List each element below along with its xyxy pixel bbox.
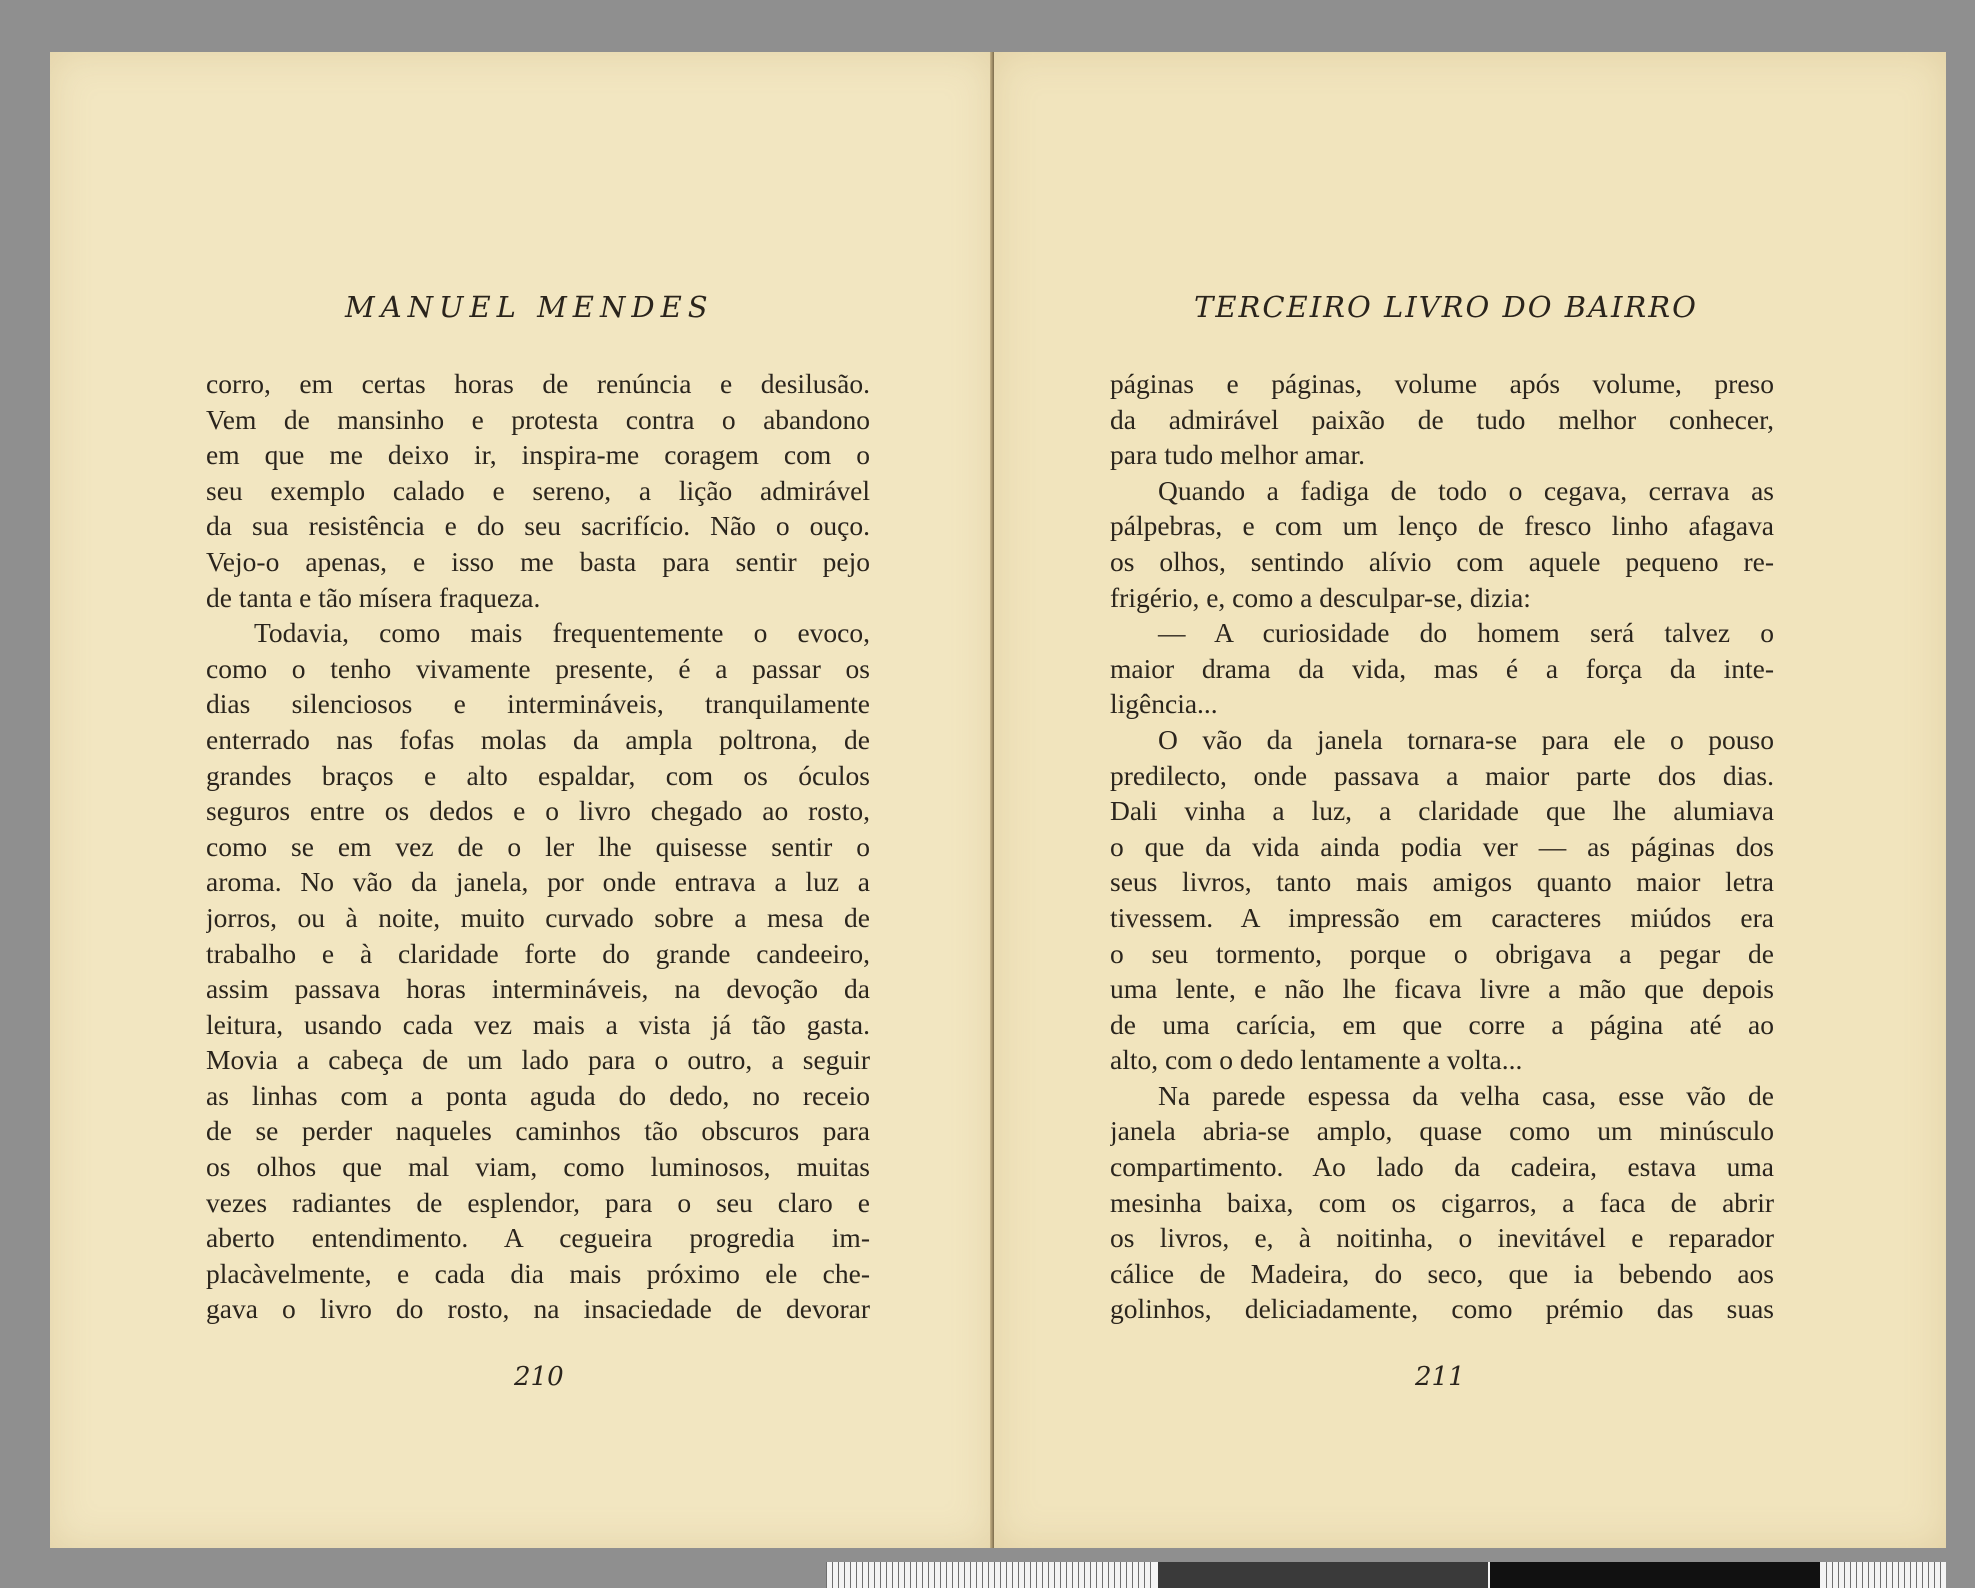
text-line: pálpebras, e com um lenço de fresco linho afagava	[1110, 510, 1774, 542]
text-line: Dali vinha a luz, a claridade que lhe alumiava	[1110, 795, 1774, 827]
text-line: páginas e páginas, volume após volume, preso	[1110, 368, 1774, 399]
text-line: de se perder naqueles caminhos tão obscuros para	[206, 1115, 870, 1147]
left-running-head: MANUEL MENDES	[345, 290, 714, 324]
right-page	[994, 52, 1946, 1548]
left-page-number: 210	[514, 1362, 564, 1392]
ruler-ticks	[826, 1562, 1156, 1588]
text-line: cálice de Madeira, do seco, que ia bebendo aos	[1110, 1257, 1774, 1289]
right-page-number: 211	[1415, 1362, 1465, 1392]
text-line: aroma. No vão da janela, por onde entrava a luz a	[206, 866, 870, 898]
text-line: seguros entre os dedos e o livro chegado ao rosto,	[206, 795, 870, 827]
text-line: compartimento. Ao lado da cadeira, estava uma	[1110, 1151, 1774, 1183]
left-page	[50, 52, 994, 1548]
text-line: Movia a cabeça de um lado para o outro, a seguir	[206, 1044, 870, 1076]
text-line: grandes braços e alto espaldar, com os óculos	[206, 759, 870, 791]
text-line: uma lente, e não lhe ficava livre a mão que depois	[1110, 973, 1774, 1005]
text-line: em que me deixo ir, inspira-me coragem com o	[206, 439, 870, 471]
text-line: de uma carícia, em que corre a página até ao	[1110, 1008, 1774, 1040]
text-line: enterrado nas fofas molas da ampla poltrona, de	[206, 723, 870, 755]
text-line: — A curiosidade do homem será talvez o	[1158, 617, 1774, 649]
text-line: Todavia, como mais frequentemente o evoco,	[254, 617, 870, 649]
text-line: seus livros, tanto mais amigos quanto maior letra	[1110, 866, 1774, 898]
text-line: O vão da janela tornara-se para ele o pouso	[1158, 723, 1774, 755]
text-line: leitura, usando cada vez mais a vista já tão gasta.	[206, 1008, 870, 1040]
text-line: frigério, e, como a desculpar-se, dizia:	[1110, 581, 1531, 613]
ruler-gray-patch	[1158, 1562, 1488, 1588]
left-text-block	[206, 366, 870, 1327]
text-line: aberto entendimento. A cegueira progredia im-	[206, 1222, 870, 1254]
right-running-head: TERCEIRO LIVRO DO BAIRRO	[1194, 290, 1698, 324]
text-line: da sua resistência e do seu sacrifício. Não o ouço.	[206, 510, 870, 542]
text-line: Vem de mansinho e protesta contra o abandono	[206, 403, 870, 435]
text-line: mesinha baixa, com os cigarros, a faca de abrir	[1110, 1186, 1774, 1218]
text-line: corro, em certas horas de renúncia e desilusão.	[206, 368, 870, 399]
right-text-block	[1110, 366, 1774, 1327]
text-line: dias silenciosos e intermináveis, tranquilamente	[206, 688, 870, 720]
text-line: como o tenho vivamente presente, é a passar os	[206, 652, 870, 684]
text-line: tivessem. A impressão em caracteres miúdos era	[1110, 901, 1774, 933]
text-line: da admirável paixão de tudo melhor conhecer,	[1110, 403, 1774, 435]
text-line: placàvelmente, e cada dia mais próximo ele che-	[206, 1257, 870, 1289]
text-line: maior drama da vida, mas é a força da inte-	[1110, 652, 1774, 684]
ruler-black-patch	[1490, 1562, 1820, 1588]
text-line: os olhos, sentindo alívio com aquele pequeno re-	[1110, 545, 1774, 577]
color-calibration-ruler	[826, 1562, 1946, 1588]
text-line: de tanta e tão mísera fraqueza.	[206, 581, 541, 613]
text-line: os olhos que mal viam, como luminosos, muitas	[206, 1151, 870, 1183]
text-line: predilecto, onde passava a maior parte dos dias.	[1110, 759, 1774, 791]
text-line: janela abria-se amplo, quase como um minúsculo	[1110, 1115, 1774, 1147]
text-line: o seu tormento, porque o obrigava a pegar de	[1110, 937, 1774, 969]
text-line: como se em vez de o ler lhe quisesse sentir o	[206, 830, 870, 862]
text-line: trabalho e à claridade forte do grande candeeiro,	[206, 937, 870, 969]
text-line: seu exemplo calado e sereno, a lição admirável	[206, 474, 870, 506]
text-line: os livros, e, à noitinha, o inevitável e reparador	[1110, 1222, 1774, 1254]
text-line: assim passava horas intermináveis, na devoção da	[206, 973, 870, 1005]
ruler-ticks-end	[1826, 1562, 1946, 1588]
text-line: gava o livro do rosto, na insaciedade de devorar	[206, 1293, 870, 1325]
text-line: as linhas com a ponta aguda do dedo, no receio	[206, 1079, 870, 1111]
text-line: para tudo melhor amar.	[1110, 439, 1366, 471]
text-line: jorros, ou à noite, muito curvado sobre a mesa de	[206, 901, 870, 933]
text-line: o que da vida ainda podia ver — as páginas dos	[1110, 830, 1774, 862]
text-line: vezes radiantes de esplendor, para o seu claro e	[206, 1186, 870, 1218]
text-line: alto, com o dedo lentamente a volta...	[1110, 1044, 1523, 1076]
text-line: Vejo-o apenas, e isso me basta para sentir pejo	[206, 545, 870, 577]
text-line: golinhos, deliciadamente, como prémio das suas	[1110, 1293, 1774, 1325]
text-line: Na parede espessa da velha casa, esse vão de	[1158, 1079, 1774, 1111]
text-line: ligência...	[1110, 688, 1218, 720]
text-line: Quando a fadiga de todo o cegava, cerrava as	[1158, 474, 1774, 506]
